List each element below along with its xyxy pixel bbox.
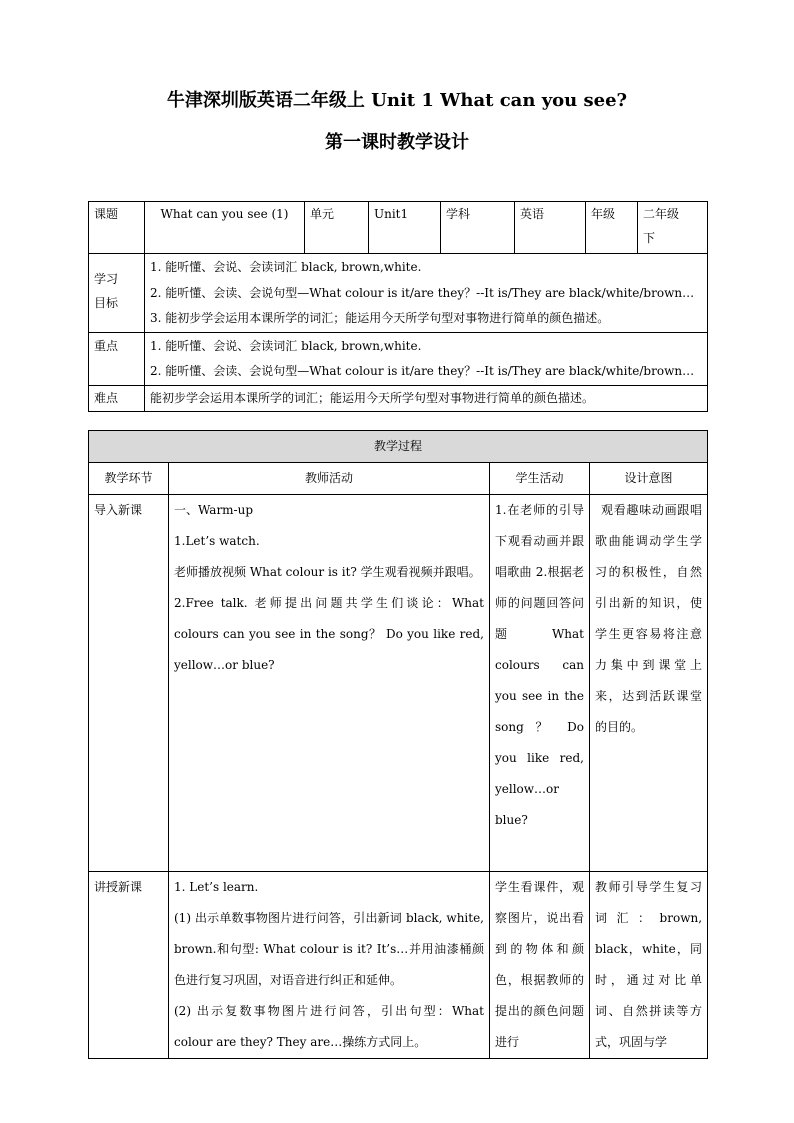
- teacher-activity-line: (2) 出示复数事物图片进行问答，引出句型：What colour are they? They are…操练方式同上。: [174, 1004, 484, 1049]
- subject-value: 英语: [515, 202, 586, 254]
- column-header-teacher: 教师活动: [169, 463, 490, 495]
- key-points-content: [145, 332, 708, 385]
- teacher-activity-line: 老师播放视频 What colour is it? 学生观看视频并跟唱。: [174, 565, 481, 579]
- unit-label: 单元: [305, 202, 369, 254]
- difficulties-content: 能初步学会运用本课所学的词汇；能运用今天所学句型对事物进行简单的颜色描述。: [145, 385, 708, 411]
- grade-value-line-1: 二年级: [643, 207, 680, 221]
- objective-line-3: 3. 能初步学会运用本课所学的词汇；能运用今天所学句型对事物进行简单的颜色描述。: [150, 311, 610, 325]
- student-activity-cell: 学生看课件，观察图片，说出看到的物体和颜色，根据教师的提出的颜色问题进行: [490, 872, 590, 1059]
- objectives-content: [145, 254, 708, 333]
- column-header-stage: 教学环节: [89, 463, 169, 495]
- subject-label: 学科: [441, 202, 515, 254]
- column-header-student: 学生活动: [490, 463, 590, 495]
- key-points-label: 重点: [89, 332, 145, 385]
- teacher-activity-line: 一、Warm-up: [174, 503, 254, 517]
- process-header: 教学过程: [89, 431, 708, 463]
- objective-line-1: 1. 能听懂、会说、会读词汇 black, brown,white.: [150, 260, 422, 274]
- document-title: 牛津深圳版英语二年级上 Unit 1 What can you see?: [166, 90, 628, 111]
- teacher-activity-cell: [169, 872, 490, 1059]
- design-intent-cell: 观看趣味动画跟唱歌曲能调动学生学习的积极性，自然引出新的知识，使学生更容易将注意力集中到课堂上来，达到活跃课堂的目的。: [590, 495, 708, 872]
- grade-value: [638, 202, 708, 254]
- objectives-label: [89, 254, 145, 333]
- teaching-process-table: [88, 430, 708, 1059]
- column-header-intent: 设计意图: [590, 463, 708, 495]
- lesson-info-table: [88, 201, 708, 412]
- table-row: [89, 495, 708, 872]
- grade-label: 年级: [586, 202, 638, 254]
- key-point-line-1: 1. 能听懂、会说、会读词汇 black, brown,white.: [150, 338, 422, 353]
- difficulties-label: 难点: [89, 385, 145, 411]
- objectives-label-line-2: 目标: [94, 296, 119, 310]
- student-activity-cell: 1.在老师的引导下观看动画并跟唱歌曲 2.根据老师的问题回答问题 What colours can you see in the song ？ Do you like red, yellow…or blue?: [490, 495, 590, 872]
- key-point-line-2: 2. 能听懂、会读、会说句型—What colour is it/are they？--It is/They are black/white/brown…: [150, 364, 695, 378]
- teacher-activity-line: 2.Free talk. 老师提出问题共学生们谈论：What colours can you see in the song？ Do you like red, yellow…or blue?: [174, 596, 484, 672]
- stage-cell: 导入新课: [89, 495, 169, 872]
- objective-line-2: 2. 能听懂、会读、会说句型—What colour is it/are they？--It is/They are black/white/brown…: [150, 285, 695, 300]
- teacher-activity-line: 1. Let’s learn.: [174, 880, 259, 894]
- stage-cell: 讲授新课: [89, 872, 169, 1059]
- teacher-activity-cell: [169, 495, 490, 872]
- document-subtitle: 第一课时教学设计: [325, 132, 469, 153]
- topic-value: What can you see (1): [145, 202, 305, 254]
- objectives-label-line-1: 学习: [94, 272, 119, 286]
- teacher-activity-line: 1.Let’s watch.: [174, 534, 260, 548]
- topic-label: 课题: [89, 202, 145, 254]
- unit-value: Unit1: [369, 202, 441, 254]
- teacher-activity-line: (1) 出示单数事物图片进行问答，引出新词 black, white, brown.和句型: What colour is it? It’s…并用油漆桶颜色进行复习巩固，对语音进行纠正和延伸。: [174, 911, 484, 987]
- grade-value-line-2: 下: [643, 231, 656, 245]
- design-intent-cell: 教师引导学生复习词汇：brown, black，white，同时，通过对比单词、自然拼读等方式，巩固与学: [590, 872, 708, 1059]
- table-row: [89, 872, 708, 1059]
